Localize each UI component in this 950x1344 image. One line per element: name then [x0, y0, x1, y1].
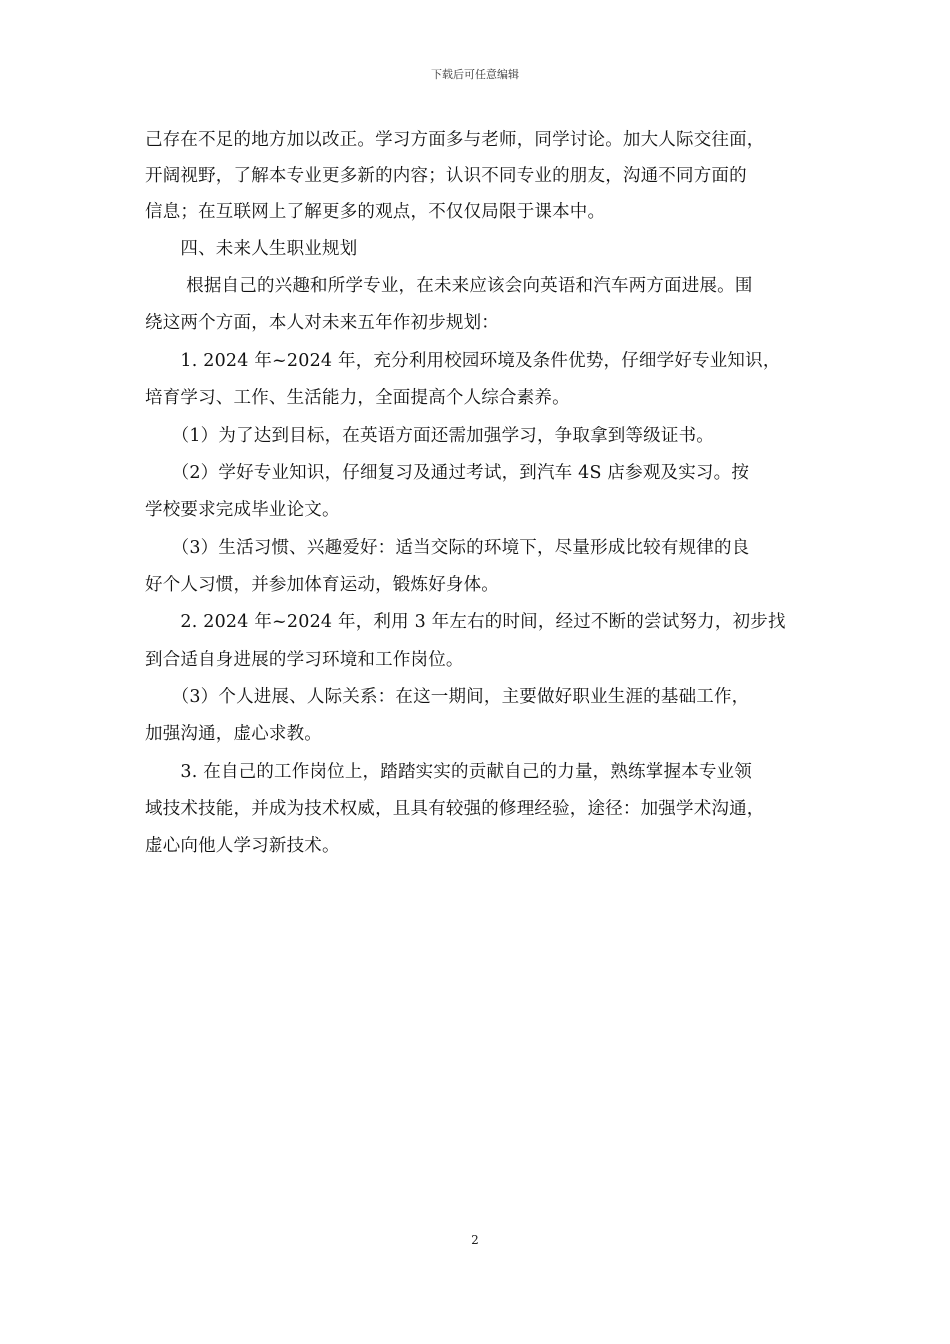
- page-number: 2: [471, 1233, 479, 1247]
- text-line: 2. 2024 年~2024 年，利用 3 年左右的时间，经过不断的尝试努力，初步找: [145, 612, 786, 632]
- text-line: 信息；在互联网上了解更多的观点，不仅仅局限于课本中。: [145, 202, 606, 222]
- text-line: 1. 2024 年~2024 年，充分利用校园环境及条件优势，仔细学好专业知识，: [145, 351, 781, 371]
- text-line: 3. 在自己的工作岗位上，踏踏实实的贡献自己的力量，熟练掌握本专业领: [145, 762, 752, 782]
- text-line: 绕这两个方面，本人对未来五年作初步规划：: [145, 313, 499, 333]
- text-line: （1）为了达到目标，在英语方面还需加强学习，争取拿到等级证书。: [145, 426, 714, 446]
- text-line: （2）学好专业知识，仔细复习及通过考试，到汽车 4S 店参观及实习。按: [145, 463, 750, 483]
- text-line: 根据自己的兴趣和所学专业，在未来应该会向英语和汽车两方面进展。围: [145, 276, 753, 296]
- text-line: 到合适自身进展的学习环境和工作岗位。: [145, 650, 464, 670]
- page-header: 下载后可任意编辑: [431, 68, 519, 81]
- text-line: 己存在不足的地方加以改正。学习方面多与老师，同学讨论。加大人际交往面，: [145, 130, 765, 150]
- text-line: 开阔视野，了解本专业更多新的内容；认识不同专业的朋友，沟通不同方面的: [145, 166, 747, 186]
- text-line: 域技术技能，并成为技术权威，且具有较强的修理经验，途径：加强学术沟通，: [145, 799, 765, 819]
- text-line: 培育学习、工作、生活能力，全面提高个人综合素养。: [145, 388, 570, 408]
- text-line: 加强沟通，虚心求教。: [145, 724, 322, 744]
- text-line: （3）个人进展、人际关系：在这一期间，主要做好职业生涯的基础工作，: [145, 687, 750, 707]
- section-heading: 四、未来人生职业规划: [145, 239, 358, 259]
- text-line: 学校要求完成毕业论文。: [145, 500, 340, 520]
- text-line: 虚心向他人学习新技术。: [145, 836, 340, 856]
- text-line: （3）生活习惯、兴趣爱好：适当交际的环境下，尽量形成比较有规律的良: [145, 538, 750, 558]
- text-line: 好个人习惯，并参加体育运动，锻炼好身体。: [145, 575, 499, 595]
